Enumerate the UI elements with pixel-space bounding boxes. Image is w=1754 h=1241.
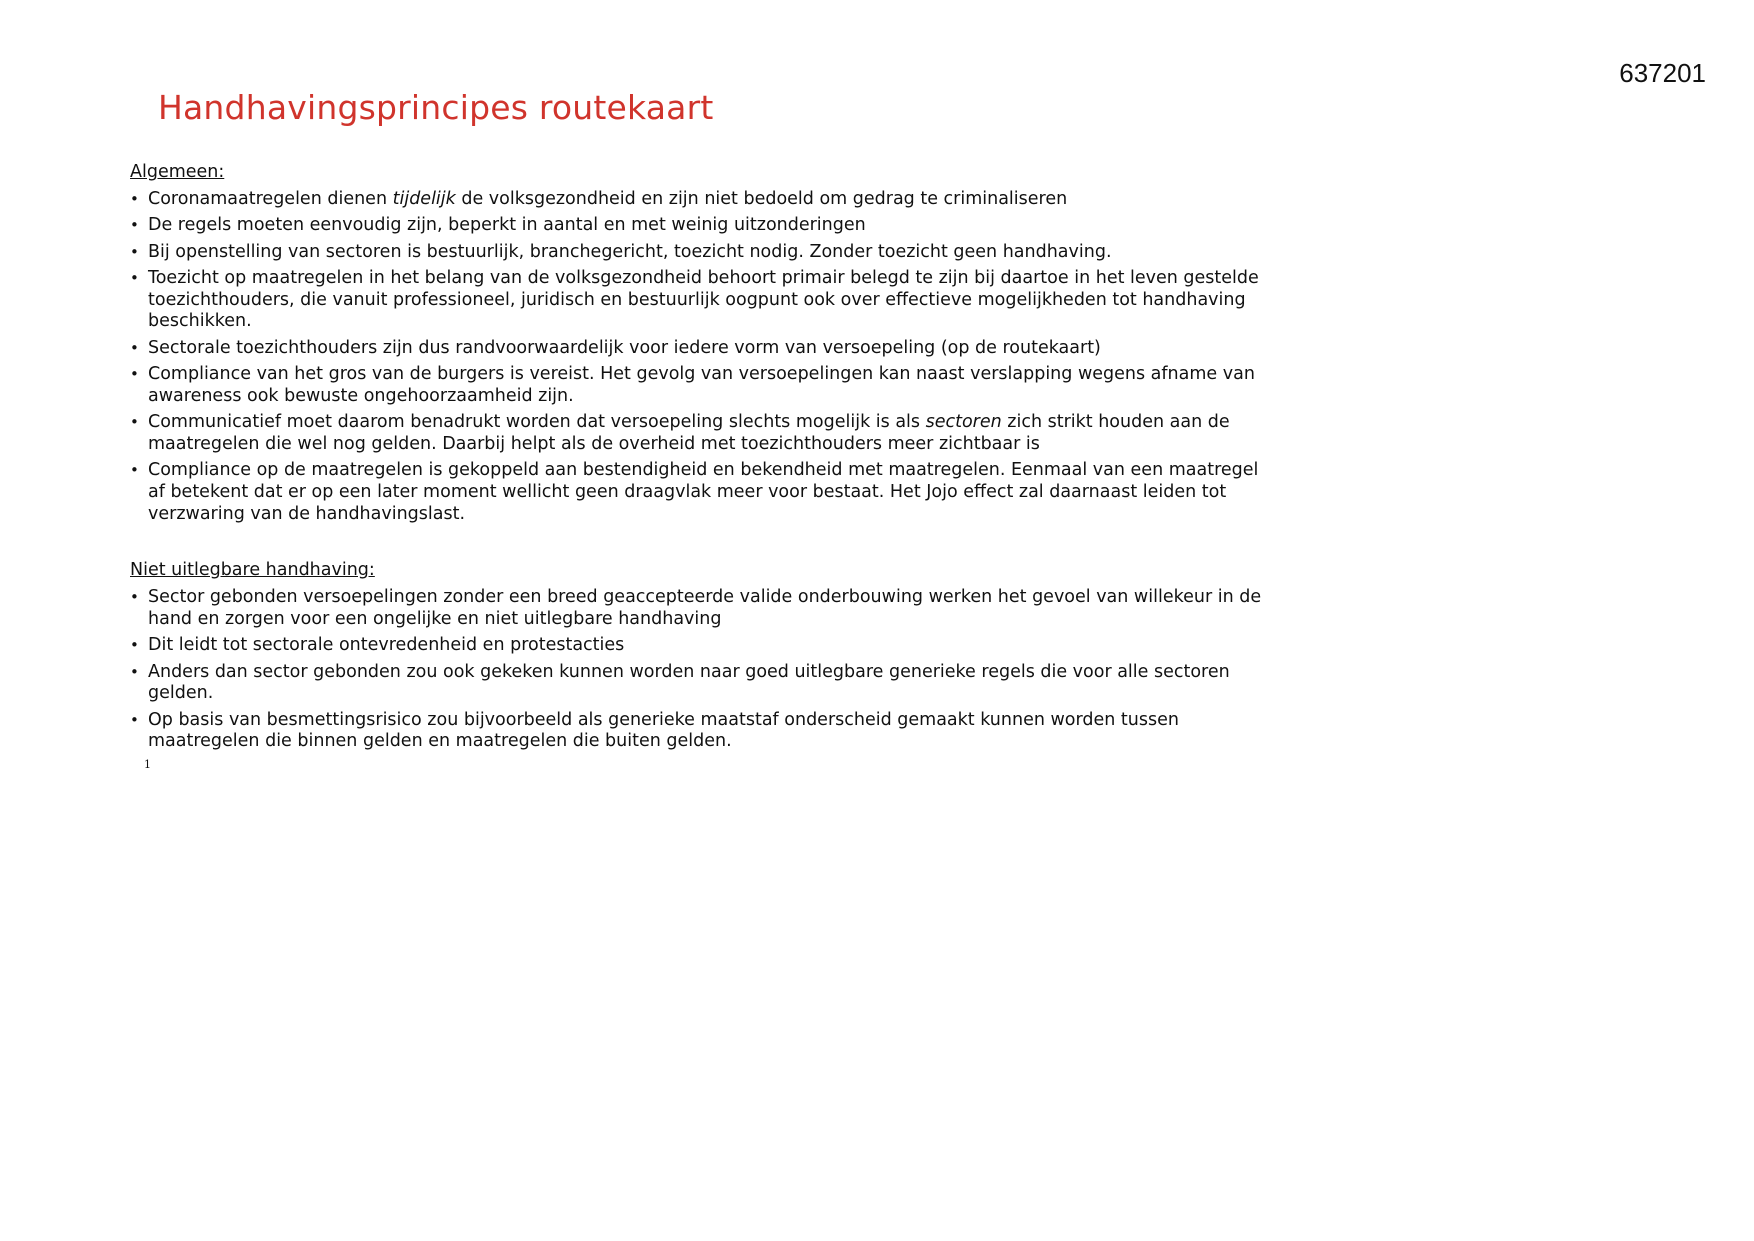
list-item: • Toezicht op maatregelen in het belang van de volksgezondheid behoort primair belegd te zijn bij daartoe in het leven gestelde toezichthouders, die vanuit professioneel, juridisch en bestuurlijk oogpunt ook over effectieve mogelijkheden tot handhaving beschikken. [130,268,1280,333]
list-item: • Sectorale toezichthouders zijn dus randvoorwaardelijk voor iedere vorm van versoepeling (op de routekaart) [130,338,1280,360]
content-body [130,160,1280,771]
section-heading: Niet uitlegbare handhaving: [130,560,375,581]
list-item: • Compliance van het gros van de burgers is vereist. Het gevolg van versoepelingen kan naast verslapping wegens afname van awareness ook bewuste ongehoorzaamheid zijn. [130,364,1280,408]
list-item: • Sector gebonden versoepelingen zonder een breed geaccepteerde valide onderbouwing werken het gevoel van willekeur in de hand en zorgen voor een ongelijke en niet uitlegbare handhaving [130,587,1280,631]
list-item: • De regels moeten eenvoudig zijn, beperkt in aantal en met weinig uitzonderingen [130,215,1280,237]
list-item: • Anders dan sector gebonden zou ook gekeken kunnen worden naar goed uitlegbare generieke regels die voor alle sectoren gelden. [130,662,1280,706]
page-title: Handhavingsprincipes routekaart [158,88,714,127]
document-id: 637201 [1619,58,1706,88]
list-item: • Dit leidt tot sectorale ontevredenheid en protestacties [130,635,1280,657]
list-item: • Bij openstelling van sectoren is bestuurlijk, branchegericht, toezicht nodig. Zonder toezicht geen handhaving. [130,242,1280,264]
footnote-marker: 1 [144,757,151,771]
section-spacer [130,530,1280,558]
list-item: • Coronamaatregelen dienen tijdelijk de volksgezondheid en zijn niet bedoeld om gedrag te criminaliseren [130,189,1280,211]
section-heading: Algemeen: [130,162,225,182]
bullet-list [130,189,1280,526]
section-niet-uitlegbare-handhaving [130,558,1280,771]
list-item: • Communicatief moet daarom benadrukt worden dat versoepeling slechts mogelijk is als sectoren zich strikt houden aan de maatregelen die wel nog gelden. Daarbij helpt als de overheid met toezichthouders meer zichtbaar is [130,412,1280,456]
list-item: • Compliance op de maatregelen is gekoppeld aan bestendigheid en bekendheid met maatregelen. Eenmaal van een maatregel af betekent dat er op een later moment wellicht geen draagvlak meer voor bestaat. Het Jojo effect zal daarnaast leiden tot verzwaring van de handhavingslast. [130,460,1280,525]
section-algemeen [130,160,1280,526]
bullet-list [130,587,1280,753]
list-item: • Op basis van besmettingsrisico zou bijvoorbeeld als generieke maatstaf onderscheid gemaakt kunnen worden tussen maatregelen die binnen gelden en maatregelen die buiten gelden. [130,710,1280,754]
